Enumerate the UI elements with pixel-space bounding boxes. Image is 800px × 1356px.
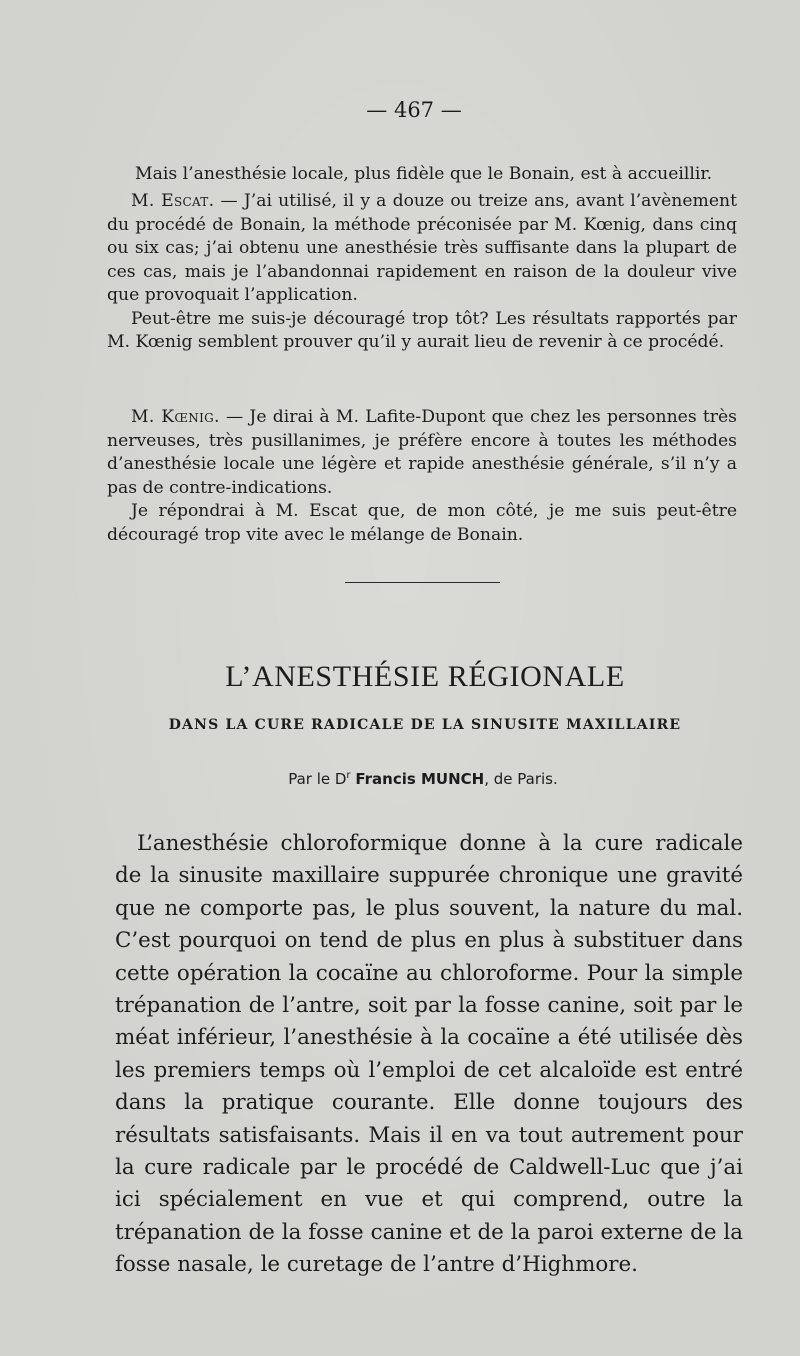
koenig-continuation: Je répondrai à M. Escat que, de mon côté, je me suis peut-être découragé trop vite avec le mélange de Bonain. [107, 501, 737, 545]
article-title: L’ANESTHÉSIE RÉGIONALE [225, 660, 625, 693]
escat-text: — J’ai utilisé, il y a douze ou treize ans, avant l’avènement du procédé de Bonain, la méthode préconisée par M. Kœnig, dans cinq ou six cas; j’ai obtenu une anesthésie très suffisante dans la plupart de ces cas, mais je l’abandonnai rapidement en raison de la douleur vive que provoquait l’application. [107, 191, 737, 305]
escat-paragraph [107, 190, 737, 308]
koenig-remarks [107, 406, 737, 547]
escat-remarks [107, 190, 737, 355]
speaker-escat: M. Escat. [131, 191, 215, 211]
intro-paragraph: Mais l’anesthésie locale, plus fidèle que le Bonain, est à accueillir. [135, 164, 713, 185]
author-name: Francis MUNCH [355, 770, 485, 788]
speaker-koenig: M. Kœnig. [131, 407, 220, 427]
article-body: L’anesthésie chloroformique donne à la cure radicale de la sinusite maxillaire suppurée chronique une gravité que ne comporte pas, le plus souvent, la nature du mal. C’est pourquoi on tend de plus en plus à substituer dans cette opération la cocaïne au chloroforme. Pour la simple trépanation de l’antre, soit par la fosse canine, soit par le méat inférieur, l’anesthésie à la cocaïne a été utilisée dès les premiers temps où l’emploi de cet alcaloïde est entré dans la pratique courante. Elle donne toujours des résultats satisfaisants. Mais il en va tout autrement pour la cure radicale par le procédé de Caldwell-Luc que j’ai ici spécialement en vue et qui comprend, outre la trépanation de la fosse canine et de la paroi externe de la fosse nasale, le curetage de l’antre d’Highmore. [115, 831, 743, 1278]
author-prefix-sup: r [346, 770, 351, 781]
section-divider [345, 582, 500, 583]
author-suffix: , de Paris. [484, 770, 558, 788]
page-number: — 467 — [366, 98, 462, 122]
koenig-paragraph [107, 406, 737, 500]
author-prefix: Par le D [288, 770, 347, 788]
escat-continuation: Peut-être me suis-je découragé trop tôt? Les résultats rapportés par M. Kœnig semblent prouver qu’il y aurait lieu de revenir à ce procédé. [107, 308, 737, 352]
article-subtitle: DANS LA CURE RADICALE DE LA SINUSITE MAXILLAIRE [168, 717, 682, 733]
koenig-text: — Je dirai à M. Lafite-Dupont que chez les personnes très nerveuses, très pusillanimes, je préfère encore à toutes les méthodes d’anesthésie locale une légère et rapide anesthésie générale, s’il n’y a pas de contre-indications. [107, 407, 737, 498]
author-line [0, 770, 800, 788]
